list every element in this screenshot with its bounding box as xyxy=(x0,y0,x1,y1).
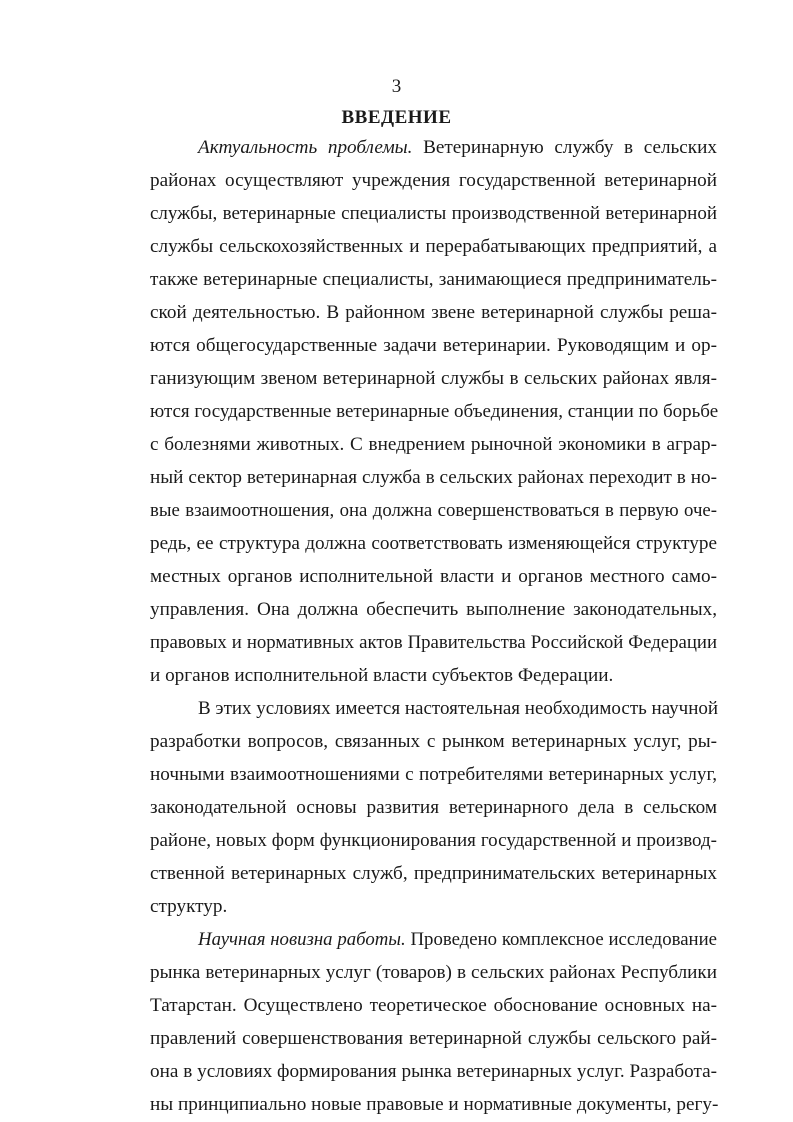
paragraph-line: районах осуществляют учреждения государственной ветеринарной xyxy=(150,170,717,191)
paragraph-line: структур. xyxy=(150,896,228,917)
paragraph-line: ются государственные ветеринарные объединения, станции по борьбе xyxy=(150,401,719,422)
line-text: Ветеринарную службу в сельских xyxy=(412,137,717,158)
paragraph-line: ются общегосударственные задачи ветеринарии. Руководящим и ор- xyxy=(150,335,717,356)
paragraph-line: ственной ветеринарных служб, предпринимательских ветеринарных xyxy=(150,863,717,884)
paragraph-line: районе, новых форм функционирования государственной и производ- xyxy=(150,830,717,851)
paragraph-line: также ветеринарные специалисты, занимающиеся предприниматель- xyxy=(150,269,717,290)
paragraph-line: правлений совершенствования ветеринарной службы сельского рай- xyxy=(150,1028,717,1049)
paragraph-line: В этих условиях имеется настоятельная необходимость научной xyxy=(198,698,719,719)
paragraph-line: рынка ветеринарных услуг (товаров) в сельских районах Республики xyxy=(150,962,717,983)
paragraph-line xyxy=(198,926,717,954)
paragraph-line: она в условиях формирования рынка ветеринарных услуг. Разработа- xyxy=(150,1061,717,1082)
paragraph-line: ской деятельностью. В районном звене ветеринарной службы реша- xyxy=(150,302,717,323)
paragraph-line: управления. Она должна обеспечить выполнение законодательных, xyxy=(150,599,717,620)
paragraph-line: ночными взаимоотношениями с потребителями ветеринарных услуг, xyxy=(150,764,717,785)
paragraph-line: правовых и нормативных актов Правительства Российской Федерации xyxy=(150,632,717,653)
paragraph-line: ны принципиально новые правовые и нормативные документы, регу- xyxy=(150,1094,719,1115)
paragraph-line: ный сектор ветеринарная служба в сельских районах переходит в но- xyxy=(150,467,717,488)
paragraph-line: вые взаимоотношения, она должна совершенствоваться в первую оче- xyxy=(150,500,717,521)
paragraph-line: местных органов исполнительной власти и органов местного само- xyxy=(150,566,717,587)
paragraph-line: службы, ветеринарные специалисты производственной ветеринарной xyxy=(150,203,717,224)
section-heading: ВВЕДЕНИЕ xyxy=(341,107,452,128)
line-text: Проведено комплексное исследование xyxy=(405,929,717,950)
paragraph-line: законодательной основы развития ветеринарного дела в сельском xyxy=(150,797,717,818)
page-number: 3 xyxy=(391,76,402,97)
novelty-lead: Научная новизна работы. xyxy=(198,929,406,950)
paragraph-line: службы сельскохозяйственных и перерабатывающих предприятий, а xyxy=(150,236,717,257)
paragraph-line: с болезнями животных. С внедрением рыночной экономики в аграр- xyxy=(150,434,717,455)
paragraph-line: и органов исполнительной власти субъектов Федерации. xyxy=(150,665,614,686)
paragraph-line: Татарстан. Осуществлено теоретическое обоснование основных на- xyxy=(150,995,717,1016)
paragraph-line: разработки вопросов, связанных с рынком ветеринарных услуг, ры- xyxy=(150,731,717,752)
paragraph-line: редь, ее структура должна соответствовать изменяющейся структуре xyxy=(150,533,717,554)
paragraph-line xyxy=(198,134,717,162)
relevance-lead: Актуальность проблемы. xyxy=(198,137,413,158)
paragraph-line: ганизующим звеном ветеринарной службы в сельских районах явля- xyxy=(150,368,717,389)
